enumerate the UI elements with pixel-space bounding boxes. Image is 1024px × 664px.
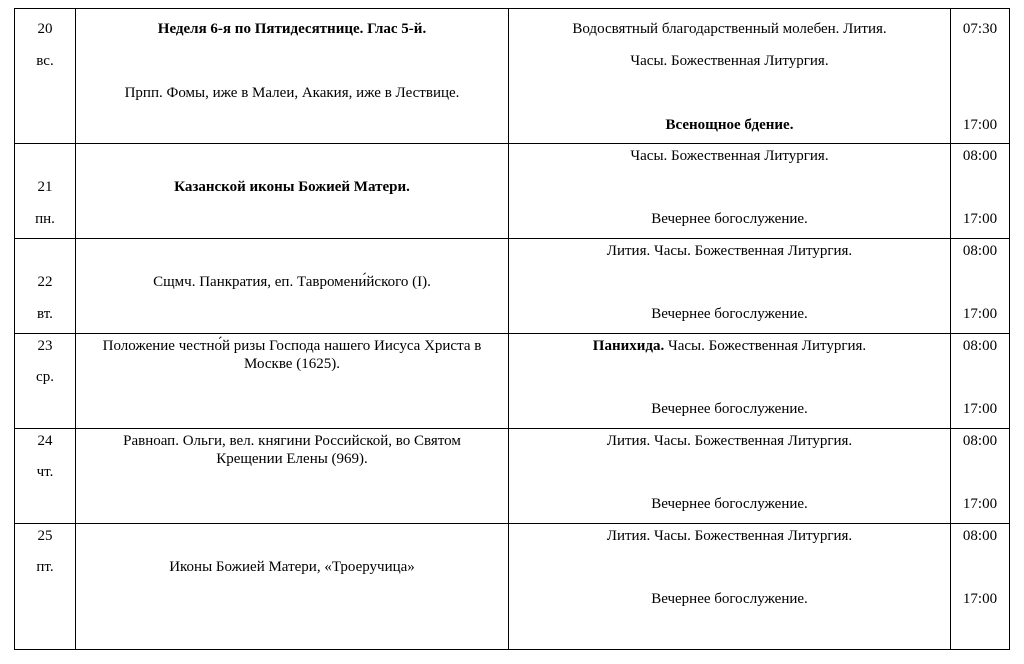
- day-number: 25: [37, 528, 53, 544]
- service-morning-bold: Панихида.: [592, 338, 665, 354]
- date-cell: [15, 9, 76, 144]
- day-of-week: пт.: [36, 559, 54, 575]
- services-cell: [509, 9, 951, 144]
- day-of-week: чт.: [36, 464, 54, 480]
- table-row: [15, 429, 1010, 524]
- table-row: [15, 144, 1010, 239]
- feast-title: Сщмч. Панкратия, еп. Тавромени́йского (I).: [153, 274, 431, 290]
- date-cell: [15, 334, 76, 429]
- time-cell: [951, 429, 1010, 524]
- service-morning: Лития. Часы. Божественная Литургия.: [606, 528, 853, 544]
- feast-cell: [76, 524, 509, 650]
- day-of-week: пн.: [35, 211, 55, 227]
- services-cell: [509, 429, 951, 524]
- services-cell: [509, 144, 951, 239]
- service-evening: Вечернее богослужение.: [651, 496, 808, 512]
- time-cell: [951, 524, 1010, 650]
- time-evening: 17:00: [962, 117, 998, 133]
- day-of-week: вт.: [37, 306, 53, 322]
- time-evening: 17:00: [962, 401, 998, 417]
- date-cell: [15, 524, 76, 650]
- time-morning: 08:00: [962, 338, 998, 354]
- feast-title: Иконы Божией Матери, «Троеручица»: [169, 559, 415, 575]
- time-cell: [951, 144, 1010, 239]
- feast-cell: [76, 429, 509, 524]
- time-morning: 07:30: [962, 21, 998, 37]
- time-evening: 17:00: [962, 591, 998, 607]
- feast-title: Положение честно́й ризы Господа нашего Иисуса Христа в Москве (1625).: [102, 338, 482, 372]
- time-evening: 17:00: [962, 211, 998, 227]
- time-morning: 08:00: [962, 243, 998, 259]
- time-cell: [951, 9, 1010, 144]
- day-number: 24: [37, 433, 53, 449]
- table-row: [15, 524, 1010, 650]
- services-cell: [509, 334, 951, 429]
- date-cell: [15, 144, 76, 239]
- date-cell: [15, 239, 76, 334]
- services-cell: [509, 239, 951, 334]
- feast-cell: [76, 239, 509, 334]
- service-evening: Вечернее богослужение.: [651, 306, 808, 322]
- service-morning: Часы. Божественная Литургия.: [630, 148, 829, 164]
- service-evening: Вечернее богослужение.: [651, 401, 808, 417]
- feast-title: Казанской иконы Божией Матери.: [174, 179, 410, 195]
- time-evening: 17:00: [962, 306, 998, 322]
- table-row: [15, 334, 1010, 429]
- time-morning: 08:00: [962, 433, 998, 449]
- feast-cell: [76, 334, 509, 429]
- table-row: [15, 9, 1010, 144]
- service-evening: Вечернее богослужение.: [651, 591, 808, 607]
- service-morning-rest: Часы. Божественная Литургия.: [664, 338, 867, 354]
- service-evening: Вечернее богослужение.: [651, 211, 808, 227]
- feast-title: Равноап. Ольги, вел. княгини Российской, во Святом Крещении Елены (969).: [123, 433, 461, 467]
- day-of-week: вс.: [36, 53, 54, 69]
- time-morning: 08:00: [962, 528, 998, 544]
- time-cell: [951, 239, 1010, 334]
- service-evening: Всенощное бдение.: [665, 117, 794, 133]
- day-number: 20: [37, 21, 53, 37]
- service-morning: [509, 337, 950, 355]
- feast-title: Неделя 6-я по Пятидесятнице. Глас 5-й.: [157, 21, 427, 37]
- feast-subtitle: Прпп. Фомы, иже в Малеи, Акакия, иже в Лествице.: [124, 85, 460, 101]
- service-morning: Лития. Часы. Божественная Литургия.: [606, 243, 853, 259]
- service-morning: Лития. Часы. Божественная Литургия.: [606, 433, 853, 449]
- time-evening: 17:00: [962, 496, 998, 512]
- feast-cell: [76, 144, 509, 239]
- table-row: [15, 239, 1010, 334]
- day-number: 21: [37, 179, 53, 195]
- service-morning-line2: Часы. Божественная Литургия.: [630, 53, 829, 69]
- service-schedule-table: [14, 8, 1010, 650]
- service-morning-line1: Водосвятный благодарственный молебен. Лития.: [572, 21, 887, 37]
- day-of-week: ср.: [36, 369, 54, 385]
- services-cell: [509, 524, 951, 650]
- time-morning: 08:00: [962, 148, 998, 164]
- feast-cell: [76, 9, 509, 144]
- day-number: 23: [37, 338, 53, 354]
- time-cell: [951, 334, 1010, 429]
- date-cell: [15, 429, 76, 524]
- day-number: 22: [37, 274, 53, 290]
